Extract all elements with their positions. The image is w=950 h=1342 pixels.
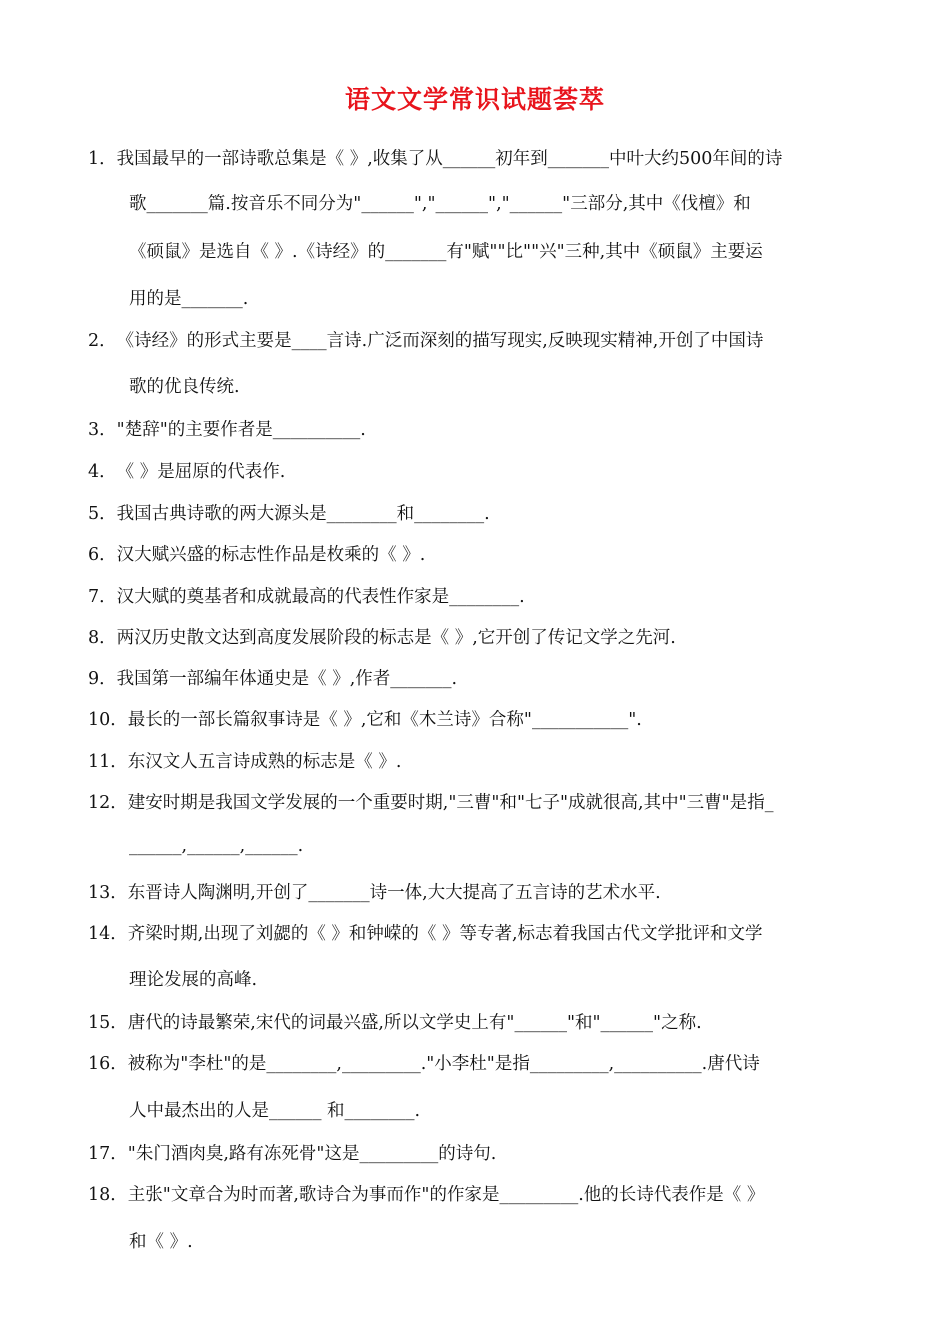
question-item [88, 624, 868, 649]
question-number: 10． [88, 710, 128, 730]
question-text: 被称为"李杜"的是________,_________."小李杜"是指_________,__________.唐代诗 [127, 1054, 760, 1074]
question-number: 13． [88, 883, 128, 903]
question-item [88, 1181, 868, 1206]
question-number: 4． [88, 462, 117, 482]
question-text: 汉大赋兴盛的标志性作品是枚乘的《 》. [116, 545, 426, 565]
question-text: 汉大赋的奠基者和成就最高的代表性作家是________. [116, 587, 525, 607]
question-text: 我国第一部编年体通史是《 》,作者_______. [116, 669, 458, 689]
question-item [88, 879, 868, 904]
question-continuation: 歌的优良传统. [129, 377, 240, 397]
question-text: 东晋诗人陶渊明,开创了_______诗一体,大大提高了五言诗的艺术水平. [127, 883, 661, 903]
question-continuation: 《硕鼠》是选自《 》.《诗经》的_______有"赋""比""兴"三种,其中《硕鼠》主要运 [129, 242, 763, 262]
question-text: "楚辞"的主要作者是__________. [116, 420, 366, 440]
question-item [88, 416, 868, 441]
question-item [88, 1009, 868, 1034]
question-number: 1． [88, 149, 117, 169]
page-title: 语文文学常识试题荟萃 [344, 85, 605, 114]
question-number: 16． [88, 1054, 128, 1074]
question-text: 我国最早的一部诗歌总集是《 》,收集了从______初年到_______中叶大约500年间的诗 [116, 149, 783, 169]
question-text: 建安时期是我国文学发展的一个重要时期,"三曹"和"七子"成就很高,其中"三曹"是指_ [127, 793, 774, 813]
question-number: 7． [88, 587, 117, 607]
question-text: "朱门酒肉臭,路有冻死骨"这是_________的诗句. [127, 1144, 497, 1164]
question-item [88, 748, 868, 773]
question-item [88, 145, 868, 170]
question-text: 唐代的诗最繁荣,宋代的词最兴盛,所以文学史上有"______"和"______"之称. [127, 1013, 702, 1033]
question-number: 8． [88, 628, 117, 648]
question-number: 9． [88, 669, 117, 689]
question-text: 东汉文人五言诗成熟的标志是《 》. [127, 752, 402, 772]
question-item [88, 327, 868, 352]
question-text: 最长的一部长篇叙事诗是《 》,它和《木兰诗》合称"___________". [127, 710, 642, 730]
question-number: 17． [88, 1144, 128, 1164]
question-text: 《 》是屈原的代表作. [116, 462, 286, 482]
question-text: 我国古典诗歌的两大源头是________和________. [116, 504, 490, 524]
question-item [88, 665, 868, 690]
question-number: 3． [88, 420, 117, 440]
question-text: 两汉历史散文达到高度发展阶段的标志是《 》,它开创了传记文学之先河. [116, 628, 676, 648]
question-item [88, 1050, 868, 1075]
question-item [88, 500, 868, 525]
question-item [88, 706, 868, 731]
question-continuation: 人中最杰出的人是______ 和________. [129, 1101, 421, 1121]
question-continuation: ______,______,______. [129, 836, 304, 856]
question-number: 14． [88, 924, 128, 944]
question-continuation: 理论发展的高峰. [129, 970, 258, 990]
question-item [88, 920, 868, 945]
question-text: 《诗经》的形式主要是____言诗.广泛而深刻的描写现实,反映现实精神,开创了中国诗 [116, 331, 764, 351]
question-item [88, 1140, 868, 1165]
question-number: 12． [88, 793, 128, 813]
question-continuation: 和《 》. [129, 1232, 193, 1252]
question-item [88, 541, 868, 566]
question-item [88, 458, 868, 483]
question-number: 6． [88, 545, 117, 565]
question-item [88, 583, 868, 608]
question-number: 2． [88, 331, 117, 351]
question-number: 11． [88, 752, 128, 772]
question-continuation: 用的是_______. [129, 289, 249, 309]
question-item [88, 789, 868, 814]
question-text: 齐梁时期,出现了刘勰的《 》和钟嵘的《 》等专著,标志着我国古代文学批评和文学 [127, 924, 763, 944]
question-number: 5． [88, 504, 117, 524]
question-text: 主张"文章合为时而著,歌诗合为事而作"的作家是_________.他的长诗代表作是《 》 [127, 1185, 765, 1205]
question-continuation: 歌_______篇.按音乐不同分为"______","______","______"三部分,其中《伐檀》和 [129, 194, 751, 214]
question-number: 18． [88, 1185, 128, 1205]
question-number: 15． [88, 1013, 128, 1033]
